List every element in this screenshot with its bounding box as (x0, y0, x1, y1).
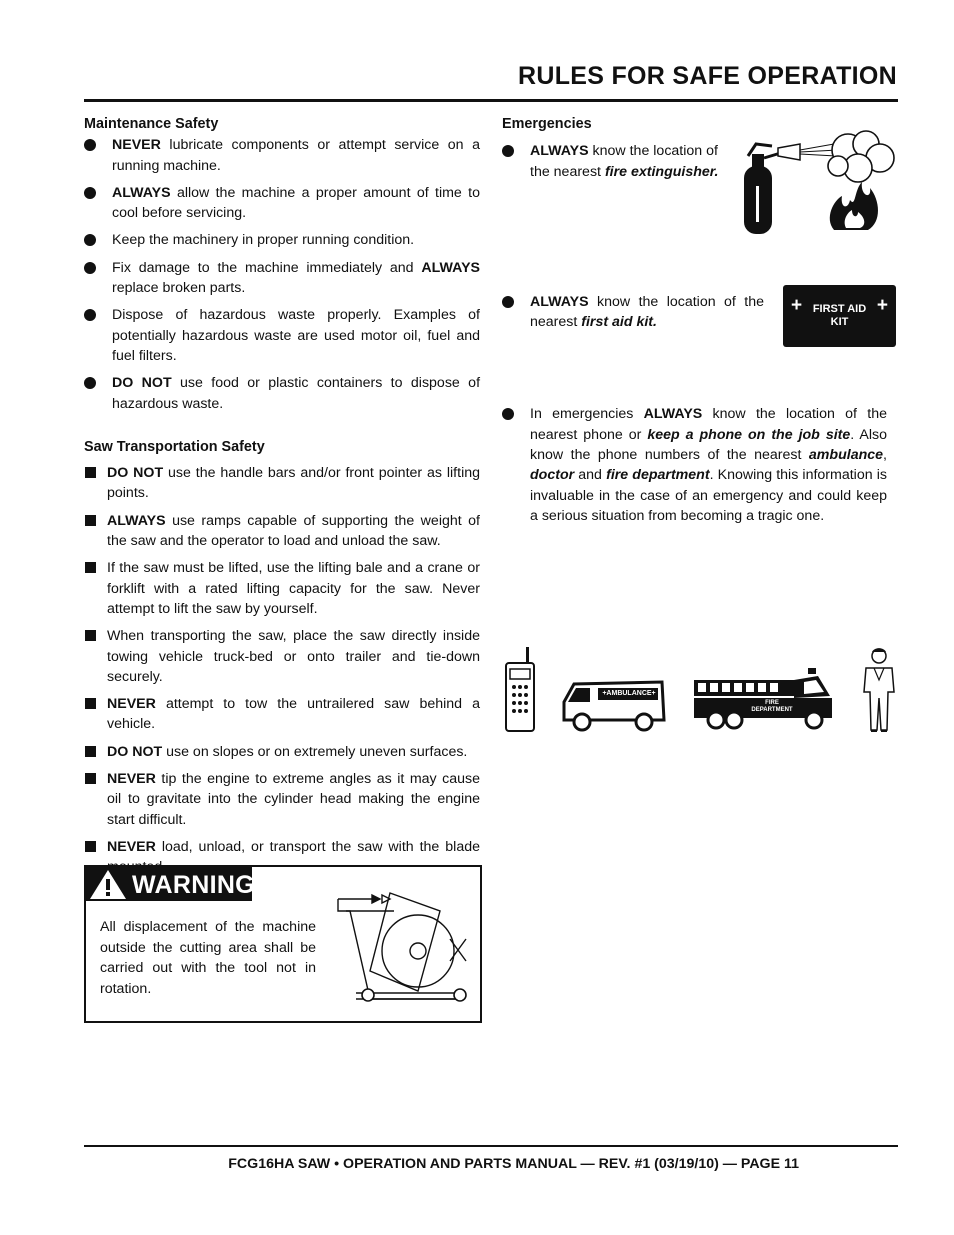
square-bullet-icon (85, 562, 96, 573)
square-bullet-icon (85, 841, 96, 852)
mobile-phone-icon (504, 645, 536, 733)
warning-triangle-icon (89, 869, 127, 900)
list-item: NEVER load, unload, or transport the saw with the blade (84, 837, 480, 878)
bullet-icon (84, 139, 96, 151)
kit-label: KIT (830, 316, 849, 328)
list-item: ALWAYS use ramps capable of supporting the weight of the saw and the operator to load and unload the saw. (84, 511, 480, 552)
first-aid-label: FIRST AID (812, 303, 867, 315)
list-item: NEVER attempt to tow the untrailered saw behind a vehicle. (84, 694, 480, 735)
page-footer: FCG16HA SAW • OPERATION AND PARTS MANUAL — REV. #1 (03/19/10) — PAGE 11 (228, 1156, 799, 1172)
list-item: Fix damage to the machine immediately and ALWAYS replace broken parts. (84, 258, 480, 299)
saw-transport-icon (332, 891, 472, 1003)
list-item: Keep the machinery in proper running condition. (84, 230, 480, 250)
list-item: Dispose of hazardous waste properly. Examples of potentially hazardous waste are used motor oil, fuel and fuel filters. (84, 305, 480, 366)
list-item: NEVER tip the engine to extreme angles as it may cause oil to gravitate into the cylinder head making the engine start difficult. (84, 769, 480, 830)
warning-text: All displacement of the machine outside the cutting area shall be carried out with the tool not in rotation. (100, 919, 316, 997)
bullet-icon (502, 408, 514, 420)
square-bullet-icon (85, 773, 96, 784)
maintenance-heading: Maintenance Safety (84, 116, 219, 132)
list-item: DO NOT use on slopes or on extremely uneven surfaces. (84, 742, 480, 762)
plus-icon: + (791, 295, 803, 316)
square-bullet-icon (85, 698, 96, 709)
square-bullet-icon (85, 515, 96, 526)
bullet-icon (84, 377, 96, 389)
list-item: NEVER lubricate components or attempt service on a running machine. (84, 135, 480, 176)
first-aid-kit-icon (783, 285, 896, 347)
list-item: If the saw must be lifted, use the lifting bale and a crane or forklift with a rated lifting capacity for the saw. Never attempt to lift the saw by yourself. (84, 558, 480, 619)
list-item: ALWAYS know the location of the nearest first aid kit. (502, 292, 764, 333)
fire-truck-icon (692, 666, 834, 732)
left-column (84, 114, 480, 885)
fire-extinguisher-icon (738, 130, 898, 236)
square-bullet-icon (85, 630, 96, 641)
bullet-icon (502, 296, 514, 308)
doctor-icon (862, 646, 896, 732)
bullet-icon (502, 145, 514, 157)
square-bullet-icon (85, 467, 96, 478)
warning-box (84, 865, 482, 1023)
department-label: DEPARTMENT (751, 707, 793, 713)
list-item: DO NOT use the handle bars and/or front pointer as lifting points. (84, 463, 480, 504)
ambulance-label: +AMBULANCE+ (602, 690, 656, 697)
bullet-icon (84, 187, 96, 199)
list-item: When transporting the saw, place the saw directly inside towing vehicle truck-bed or onto trailer and tie-down securely. (84, 626, 480, 687)
page-title: RULES FOR SAFE OPERATION (518, 62, 897, 90)
bullet-icon (84, 234, 96, 246)
warning-label: WARNING (132, 871, 255, 899)
plus-icon: + (876, 295, 888, 316)
list-item: ALWAYS know the location of the nearest fire extinguisher. (502, 141, 720, 182)
ambulance-icon (562, 676, 666, 732)
list-item: ALWAYS allow the machine a proper amount of time to cool before servicing. (84, 183, 480, 224)
bullet-icon (84, 309, 96, 321)
fire-label: FIRE (765, 700, 779, 706)
emergencies-heading: Emergencies (502, 116, 592, 132)
list-item: In emergencies ALWAYS know the location of the nearest phone or keep a phone on the job site. Also know the phone numbers of the nearest ambulance, doctor and fire department. Knowing this information is invaluable in the case of an emergency and could keep a serious situation from becoming a tragic one. (502, 404, 887, 526)
title-rule (84, 99, 898, 102)
footer-rule (84, 1145, 898, 1147)
square-bullet-icon (85, 746, 96, 757)
list-item: DO NOT use food or plastic containers to dispose of hazardous waste. (84, 373, 480, 414)
warning-banner (86, 867, 255, 901)
transport-heading: Saw Transportation Safety (84, 438, 265, 455)
bullet-icon (84, 262, 96, 274)
